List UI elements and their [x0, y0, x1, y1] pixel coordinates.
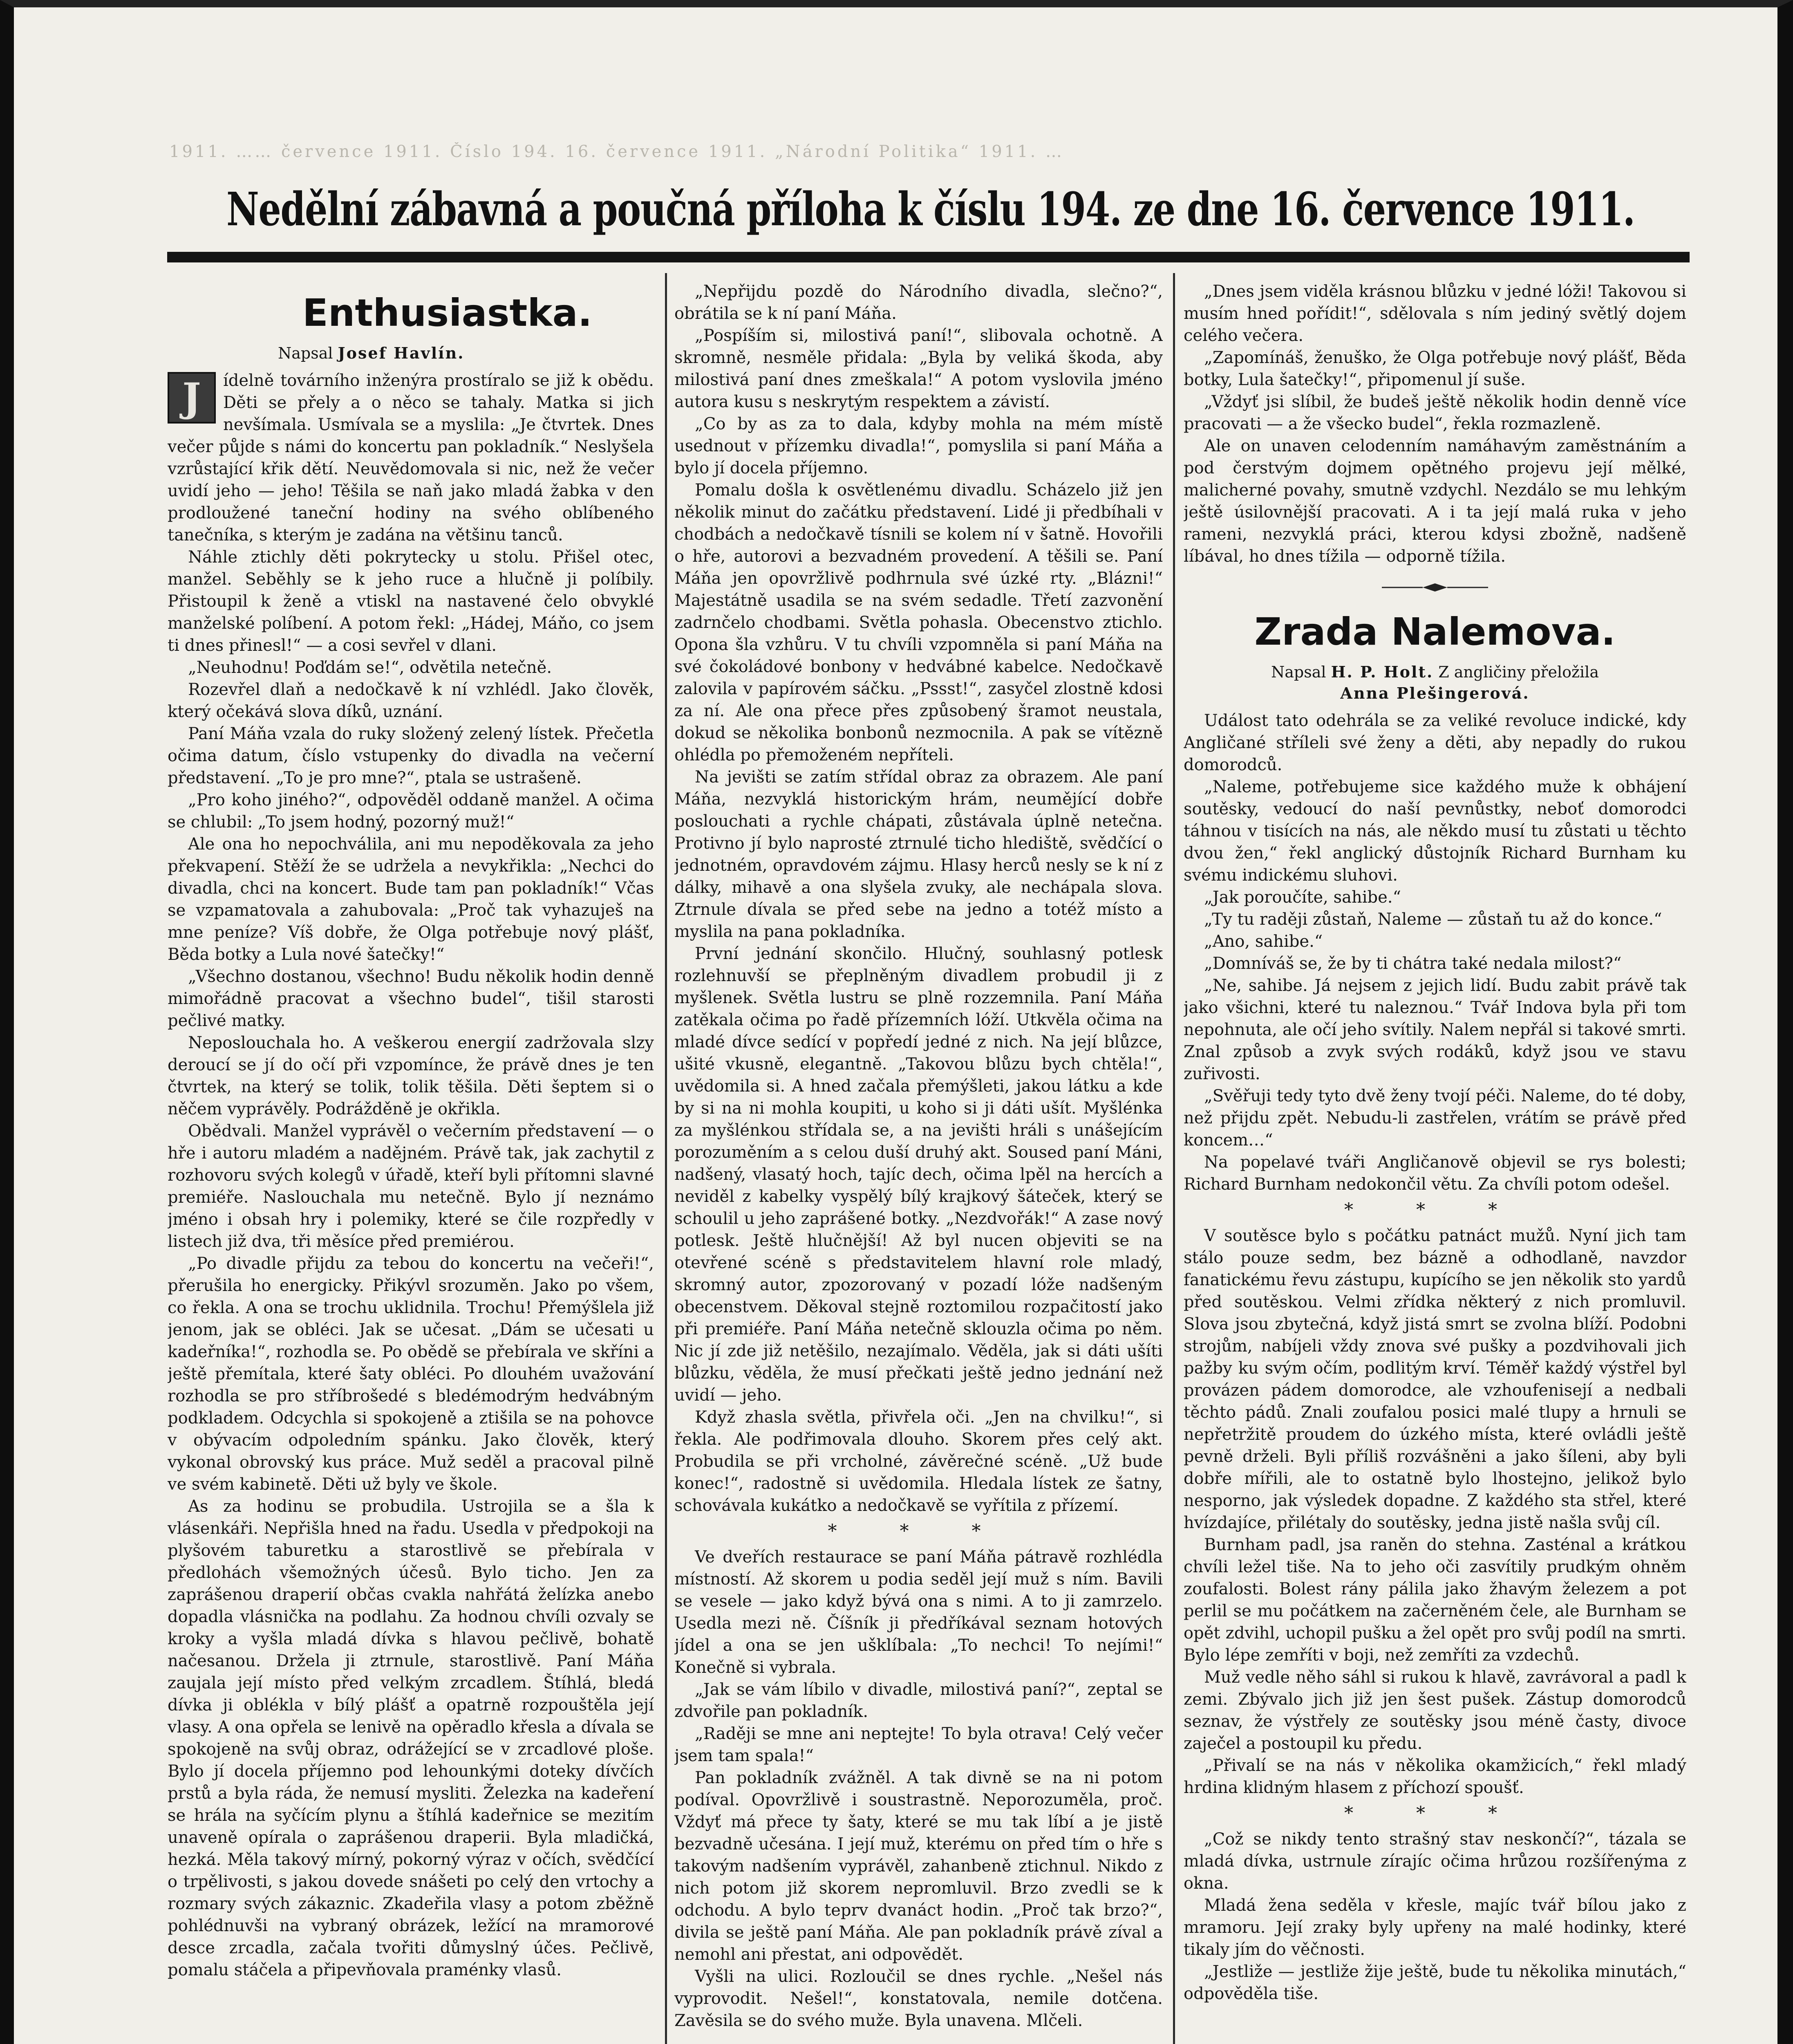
paragraph: „Domníváš se, že by ti chátra také nedala milost?“ [1204, 954, 1622, 973]
paragraph: „Ty tu raději zůstaň, Naleme — zůstaň tu až do konce.“ [1204, 910, 1662, 929]
column-3 [1184, 280, 1686, 2044]
author-name: Josef Havlín. [338, 344, 465, 362]
paragraph: „Po divadle přijdu za tebou do koncertu na večeři!“, přerušila ho energicky. Přikývl srozuměn. Jako po všem, co řekla. A ona se trochu uklidnila. Trochu! Přemýšlela již jenom, jak se obléci. Jak se učesat. „Dám se učesati u kadeřníka!“, rozhodla se. Po obědě se přebírala ve skříni a ještě přemítala, které šaty obléci. Po dlouhém uvažování rozhodla se pro stříbrošedé s bledémodrým hedvábným podkladem. Odcychla si spokojeně a ztišila se na pohovce v obývacím odpoledním spánku. Jako člověk, který vykonal obrovský kus práce. Muž seděl a pracoval pilně ve svém kabinetě. Děti už byly ve škole. [168, 1254, 654, 1494]
column-2 [674, 280, 1163, 2044]
paragraph: Pomalu došla k osvětlenému divadlu. Scházelo již jen několik minut do začátku představení. Lidé ji předbíhali v chodbách a nedočkavě tísnili se kolem ní v šatně. Hovořili o hře, autorovi a bezvadném provedení. A těšili se. Paní Máňa jen opovržlivě podhrnula své úzké rty. „Blázni!“ Majestátně usadila se na svém sedadle. Třetí zazvonění zadrnčelo chodbami. Světla pohasla. Obecenstvo ztichlo. Opona šla vzhůru. V tu chvíli vzpomněla si paní Máňa na své čokoládové bonbony v hedvábné kabelce. Nedočkavě zalovila v papírovém sáčku. „Pssst!“, zasyčel zlostně kdosi za ní. Ale ona přece přes způsobený šramot neustala, dokud se několika bonbonů nezmocnila. A pak se vítězně ohlédla po přemoženém nepříteli. [674, 481, 1163, 764]
byline [1184, 661, 1686, 704]
author-name: H. P. Holt. [1331, 663, 1434, 681]
paragraph: Ve dveřích restaurace se paní Máňa pátravě rozhlédla místností. Až skorem u podia seděl její muž s ním. Bavili se vesele — jako když bývá ona s nimi. A to ji zamrzelo. Usedla mezi ně. Číšník ji předříkával seznam hotových jídel a ona se jen ušklíbala: „To nechci! To nejími!“ Konečně si vybrala. [674, 1548, 1163, 1677]
translator-name: Anna Plešingerová. [1340, 684, 1530, 702]
paragraph: Obědvali. Manžel vyprávěl o večerním představení — o hře i autoru mladém a nadějném. Právě tak, jak zachytil z rozhovoru svých kolegů v úřadě, kteří byli přítomni slavné premiéře. Naslouchala mu netečně. Bylo jí neznámo jméno i obsah hry i polemiky, které se čile rozpředly v listech již dva, tři měsíce před premiérou. [168, 1122, 654, 1251]
paragraph: Muž vedle něho sáhl si rukou k hlavě, zavrávoral a padl k zemi. Zbývalo jich již jen šest pušek. Zástup domorodců seznav, že výstřely ze soutěsky jsou méně časty, divoce zaječel a postoupil ku předu. [1184, 1668, 1686, 1753]
paragraph: Rozevřel dlaň a nedočkavě k ní vzhlédl. Jako člověk, který očekává slova díků, uznání. [168, 680, 654, 721]
paragraph: Ale ona ho nepochválila, ani mu nepoděkovala za jeho překvapení. Stěží že se udržela a nevykřikla: „Nechci do divadla, chci na koncert. Bude tam pan pokladník!“ Včas se vzpamatovala a zahubovala: „Proč tak vyhazuješ na mne peníze? Víš dobře, že Olga potřebuje nový plášť, Běda botky a Lula nové šatečky!“ [168, 835, 654, 964]
paragraph: „Pro koho jiného?“, odpověděl oddaně manžel. A očima se chlubil: „To jsem hodný, pozorný muž!“ [168, 791, 654, 831]
paragraph: V soutěsce bylo s počátku patnáct mužů. Nyní jich tam stálo pouze sedm, bez bázně a odhodlaně, navzdor fanatickému řevu zástupu, kupícího se jen několik sto yardů před soutěskou. Velmi zřídka některý z nich promluvil. Slova jsou zbytečná, když jistá smrt se zvolna blíží. Podobni strojům, nabíjeli vždy znova své pušky a pozdvihovali jich pažby ku svým očím, podlitým krví. Téměř každý výstřel byl provázen pádem domorodce, ale vzhoufenisejí a nedbali těchto pádů. Znali zoufalou posici malé tlupy a hrnuli se nepřetržitě proudem do úzkého místa, které ovládli ještě pevně drželi. Byli příliš rozvášněni a jako šíleni, aby byli dobře mířili, ale to ostatně bylo lhostejno, jelikož bylo nesporno, jak výsledek dopadne. Z každého sta střel, které hvízdajíce, přilétaly do soutěsky, jedna jistě našla svůj cíl. [1184, 1226, 1686, 1532]
section-separator: * * * [1344, 1199, 1526, 1220]
paragraph: Paní Máňa vzala do ruky složený zelený lístek. Přečetla očima datum, číslo vstupenky do divadla na večerní představení. „To je pro mne?“, ptala se ustrašeně. [168, 724, 654, 787]
paragraph: „Naleme, potřebujeme sice každého muže k obhájení soutěsky, vedoucí do naší pevnůstky, neboť domorodci táhnou v tisících na nás, ale někdo musí tu zůstati u těchto dvou žen,“ řekl anglický důstojník Richard Burnham ku svému indickému sluhovi. [1184, 778, 1686, 885]
column-divider [1173, 273, 1175, 2044]
paragraph: Vyšli na ulici. Rozloučil se dnes rychle. „Nešel nás vyprovodit. Nešel!“, konstatovala, nemile dotčena. Zavěsila se do svého muže. Byla unavena. Mlčeli. [674, 1967, 1163, 2030]
paragraph: Neposlouchala ho. A veškerou energií zadržovala slzy deroucí se jí do očí při vzpomínce, že právě dnes je ten čtvrtek, na který se tolik, tolik těšila. Děti šeptem si o něčem vyprávěly. Podrážděně je okřikla. [168, 1033, 654, 1118]
byline [168, 343, 654, 364]
column-1 [168, 280, 654, 2044]
paragraph: „Nepřijdu pozdě do Národního divadla, slečno?“, obrátila se k ní paní Máňa. [674, 282, 1163, 323]
paragraph: Na jevišti se zatím střídal obraz za obrazem. Ale paní Máňa, nezvyklá historickým hrám, neumějící dobře poslouchati a rychle chápati, zůstávala úplně netečna. Protivno jí bylo naprosté ztrnulé ticho hlediště, svědčící o jednotném, opravdovém zájmu. Hlasy herců nesly se k ní z dálky, mihavě a ona slyšela zvuky, ale nechápala slova. Ztrnule dívala se před sebe na jedno a totéž místo a myslila na pana pokladníka. [674, 768, 1163, 941]
section-separator: * * * [828, 1521, 1010, 1542]
paragraph: „Zapomínáš, ženuško, že Olga potřebuje nový plášť, Běda botky, Lula šatečky!“, připomenul jí suše. [1184, 348, 1686, 389]
paragraph: „Ano, sahibe.“ [1204, 932, 1323, 951]
column-divider [665, 273, 667, 2044]
translator-prefix: Z angličiny přeložila [1438, 663, 1599, 681]
paragraph: První jednání skončilo. Hlučný, souhlasný potlesk rozlehnuvší se přeplněným divadlem probudil ji z myšlenek. Světla lustru se plně rozzemnila. Paní Máňa zatěkala očima po řadě přízemních lóží. Utkvěla očima na mladé dívce sedící v popředí jedné z nich. Na její blůzce, ušité vkusně, elegantně. „Takovou blůzu bych chtěla!“, uvědomila si. A hned začala přemýšleti, jakou látku a kde by si na ni mohla koupiti, u koho si ji dáti ušít. Myšlénka za myšlénkou střídala se, a na jevišti hráli s unášejícím porozuměním a s celou duší druhý akt. Soused paní Máni, nadšený, vlasatý hoch, tajíc dech, očima lpěl na hercích a neviděl z kabelky vyspělý bílý krajkový šáteček, který se schoulil u jeho zaprášené botky. „Nezdvořák!“ A zase nový potlesk. Ještě hlučnější! Až byl nucen objeviti se na otevřené scéně s představitelem hlavní role mladý, skromný autor, zpozorovaný v pozadí lóže nadšeným obecenstvem. Děkoval stejně roztomilou rozpačitostí jako při premiéře. Paní Máňa netečně sklouzla očima po něm. Nic jí zde již netěšilo, nezajímalo. Věděla, jak si dáti ušíti blůzku, věděla, že musí přečkati ještě jedno jednání než uvidí — jeho. [674, 944, 1163, 1405]
paragraph: Burnham padl, jsa raněn do stehna. Zasténal a krátkou chvíli ležel tiše. Na to jeho oči zasvítily prudkým ohněm zoufalosti. Bolest rány pálila jako žhavým železem a pot perlil se mu počátkem na začerněném čele, ale Burnham se opět zdvihl, uchopil pušku a žel opět pro svůj podíl na smrti. Bylo lépe zemříti v boji, než zemříti za vzdechů. [1184, 1535, 1686, 1665]
bleed-through-text: 1911. …… července 1911. Číslo 194. 16. července 1911. „Národní Politika“ 1911. … [169, 142, 1064, 161]
paragraph: Pan pokladník zvážněl. A tak divně se na ni potom podíval. Opovržlivě i soustrastně. Neporozuměla, proč. Vždyť má přece ty šaty, které se mu tak líbí a je jistě bezvadně učesána. I její muž, kterému on před tím o hře s takovým nadšením vyprávěl, zahanbeně ztichnul. Nikdo z nich potom již skorem nepromluvil. Brzo zvedli se k odchodu. A bylo teprv dvanáct hodin. „Proč tak brzo?“, divila se ještě paní Máňa. Ale pan pokladník právě zíval a nemohl ani přestat, ani odpovědět. [674, 1768, 1163, 1964]
byline-prefix: Napsal [1271, 663, 1326, 681]
paragraph: ídelně továrního inženýra prostíralo se již k obědu. Děti se přely a o něco se tahaly. Matka si jich nevšímala. Usmívala se a myslila: „Je čtvrtek. Dnes večer půjde s námi do koncertu pan pokladník.“ Neslyšela vzrůstající křik dětí. Neuvědomovala si nic, než že večer uvidí jeho — jeho! Těšila se naň jako mladá žabka v den prodloužené taneční hodiny na svého oblíbeného tanečníka, s kterým je zadána na většinu tanců. [168, 371, 654, 545]
paragraph: „Svěřuji tedy tyto dvě ženy tvojí péči. Naleme, do té doby, než přijdu zpět. Nebudu-li zastřelen, vrátím se právě před koncem…“ [1184, 1087, 1686, 1150]
decorative-initial-icon [168, 372, 216, 424]
paragraph: Událost tato odehrála se za veliké revoluce indické, kdy Angličané stříleli své ženy a děti, aby nepadly do rukou domorodců. [1184, 711, 1686, 774]
paragraph: Když zhasla světla, přivřela oči. „Jen na chvilku!“, si řekla. Ale podřimovala dlouho. Skorem přes celý akt. Probudila se při vrcholné, závěrečné scéně. „Už bude konec!“, radostně si uvědomila. Hledala lístek ze šatny, schovávala kukátko a nedočkavě se vyřítila z přízemí. [674, 1408, 1163, 1515]
paragraph: „Raději se mne ani neptejte! To byla otrava! Celý večer jsem tam spala!“ [674, 1724, 1163, 1765]
paragraph: „Vždyť jsi slíbil, že budeš ještě několik hodin denně více pracovati — a že všecko budel“, řekla rozmazleně. [1184, 392, 1686, 433]
byline-prefix: Napsal [278, 344, 333, 362]
paragraph: „Což se nikdy tento strašný stav neskončí?“, tázala se mladá dívka, ustrnule zírajíc očima hrůzou rozšířenýma z okna. [1184, 1830, 1686, 1893]
paragraph: „Co by as za to dala, kdyby mohla na mém místě usednout v přízemku divadla!“, pomyslila si paní Máňa a bylo jí docela příjemno. [674, 415, 1163, 477]
paragraph: Ale on unaven celodenním namáhavým zaměstnáním a pod čerstvým dojmem opětného projevu její mělké, malicherné povahy, smutně vzdychl. Nezdálo se mu lehkým ještě úsilovnější pracovati. A i ta její malá ruka v jeho rameni, nezvyklá práci, kterou kdysi zbožně, nadšeně líbával, ho dnes tížila — odporně tížila. [1184, 437, 1686, 566]
paragraph: Na popelavé tváři Angličanově objevil se rys bolesti; Richard Burnham nedokončil větu. Za chvíli potom odešel. [1184, 1153, 1686, 1194]
paragraph: „Přivalí se na nás v několika okamžicích,“ řekl mladý hrdina klidným hlasem z příchozí spoušť. [1184, 1756, 1686, 1797]
paragraph: „Všechno dostanou, všechno! Budu několik hodin denně mimořádně pracovat a všechno budel“, tišil starosti pečlivé matky. [168, 967, 654, 1030]
paragraph: „Jestliže — jestliže žije ještě, bude tu několika minutách,“ odpověděla tiše. [1184, 1962, 1686, 2003]
paragraph: As za hodinu se probudila. Ustrojila se a šla k vlásenkáři. Nepřišla hned na řadu. Usedla v předpokoji na plyšovém taburetku a starostlivě se přebírala v předlohách všemožných účesů. Bylo ticho. Jen za zaprášenou draperií občas cvakla nahřátá želízka anebo dopadla vlásnička na podlahu. Za hodnou chvíli ozvaly se kroky a vyšla mladá dívka s hlavou pečlivě, bohatě načesanou. Držela ji ztrnule, starostlivě. Paní Máňa zaujala její místo před velkým zrcadlem. Štíhlá, bledá dívka ji oblékla v bílý plášť a opatrně rozpouštěla její vlasy. A ona opřela se lenivě na opěradlo křesla a dívala se spokojeně na svůj obraz, odrážející se v zrcadlové ploše. Bylo jí docela příjemno pod lehounkými doteky dívčích prstů a byla ráda, že nemusí mysliti. Železka na kadeření se hrála na syčícím plynu a štíhlá kadeřnice se mezitím unaveně opírala o zaprášenou draperii. Byla mladičká, hezká. Měla takový mírný, pokorný výraz v očích, svědčící o trpělivosti, s jakou dovede snášeti po celý den vrtochy a rozmary svých zákaznic. Zkadeřila vlasy a potom zběžně pohlédnuvši na vybraný obrázek, ležící na mramorové desce zrcadla, začala tvořiti důmyslný účes. Pečlivě, pomalu stáčela a připevňovala praménky vlasů. [168, 1497, 654, 1979]
page-header: Nedělní zábavná a poučná příloha k číslu 194. ze dne 16. července 1911. [226, 183, 1635, 236]
paragraph: „Neuhodnu! Poďdám se!“, odvětila netečně. [188, 658, 552, 677]
paragraph: „Pospíším si, milostivá paní!“, slibovala ochotně. A skromně, nesměle přidala: „Byla by veliká škoda, aby milostivá paní dnes zmeškala!“ A potom vyslovila jméno autora kusu s neskrytým respektem a závistí. [674, 326, 1163, 411]
paragraph: „Dnes jsem viděla krásnou blůzku v jedné lóži! Takovou si musím hned pořídit!“, sdělovala s ním jediný světlý dojem celého večera. [1184, 282, 1686, 345]
paragraph: Mladá žena seděla v křesle, majíc tvář bílou jako z mramoru. Její zraky byly upřeny na malé hodinky, které tikaly jím do věčnosti. [1184, 1896, 1686, 1959]
paragraph: „Jak poroučíte, sahibe.“ [1204, 888, 1401, 907]
story-title: Enthusiastka. [302, 291, 592, 335]
paragraph: Náhle ztichly děti pokrytecky u stolu. Přišel otec, manžel. Seběhly se k jeho ruce a hlučně ji políbily. Přistoupil k ženě a vtiskl na nastavené čelo obvyklé manželské políbení. A potom řekl: „Hádej, Máňo, co jsem ti dnes přinesl!“ — a cosi sevřel v dlani. [168, 548, 654, 655]
initial-letter: J [182, 374, 201, 421]
section-separator: * * * [1344, 1803, 1526, 1824]
story-title: Zrada Nalemova. [1254, 610, 1616, 654]
paragraph: „Ne, sahibe. Já nejsem z jejich lidí. Budu zabit právě tak jako všichni, které tu naleznou.“ Tvář Indova byla při tom nepohnuta, ale očí jeho svítily. Nalem nepřál si takové smrti. Znal způsob a zvyk svých rodáků, když jsou ve stavu zuřivosti. [1184, 976, 1686, 1083]
ornamental-divider-icon [1184, 573, 1686, 599]
paragraph: „Jak se vám líbilo v divadle, milostivá paní?“, zeptal se zdvořile pan pokladník. [674, 1680, 1163, 1721]
header-rule [167, 252, 1690, 262]
